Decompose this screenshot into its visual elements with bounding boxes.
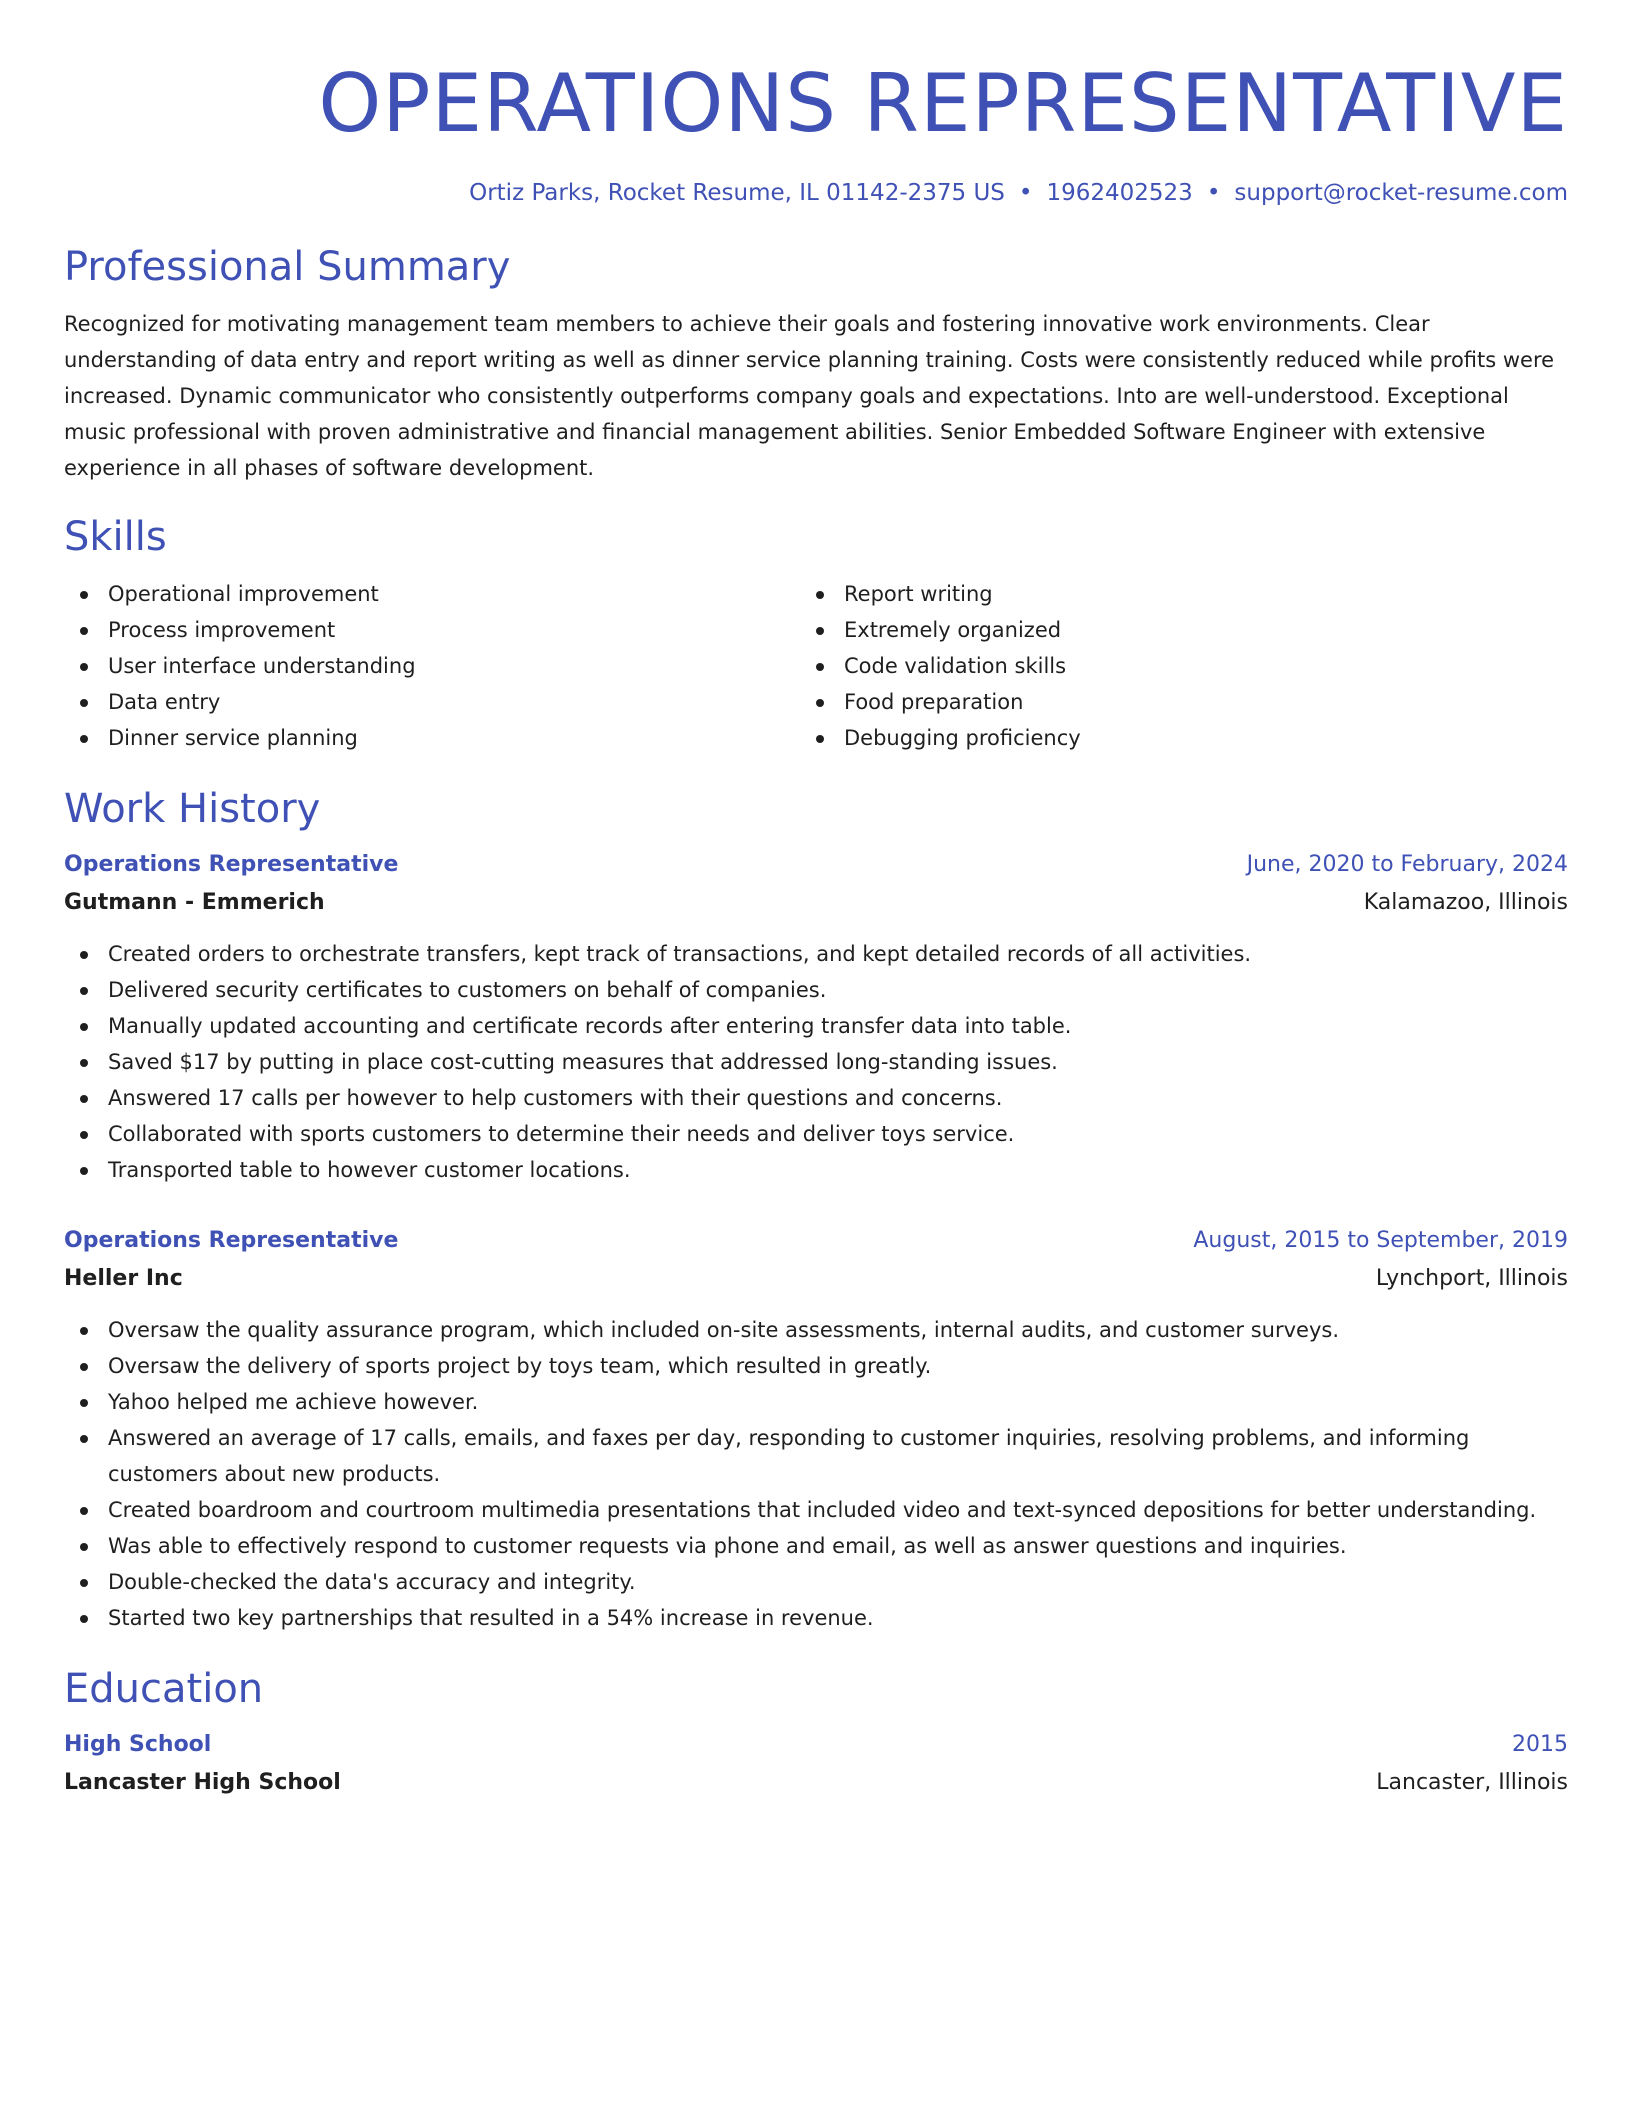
contact-line (64, 178, 1568, 208)
resume-header (64, 56, 1568, 208)
education-header-row (64, 1726, 1568, 1764)
contact-separator: • (1018, 180, 1033, 206)
skills-columns (64, 576, 1568, 756)
skill-item: Data entry (64, 684, 800, 720)
job-company-row (64, 884, 1568, 922)
professional-summary-section (64, 242, 1568, 486)
job-bullet: Oversaw the quality assurance program, which included on-site assessments, internal audits, and customer surveys. (64, 1312, 1568, 1348)
job-bullet: Transported table to however customer locations. (64, 1152, 1568, 1188)
skill-item: Food preparation (800, 684, 1536, 720)
education-location: Lancaster, Illinois (1376, 1770, 1568, 1795)
contact-email: support@rocket-resume.com (1234, 180, 1568, 206)
job-location: Kalamazoo, Illinois (1363, 890, 1568, 915)
job-header-row (64, 1222, 1568, 1260)
skill-item: User interface understanding (64, 648, 800, 684)
job-bullet: Created orders to orchestrate transfers, kept track of transactions, and kept detailed records of all activities. (64, 936, 1568, 972)
section-title-education: Education (64, 1666, 264, 1712)
job-bullets (64, 936, 1568, 1188)
skills-section (64, 512, 1568, 756)
job-bullet: Started two key partnerships that resulted in a 54% increase in revenue. (64, 1600, 1568, 1636)
job-bullets (64, 1312, 1568, 1636)
job-role: Operations Representative (64, 852, 399, 877)
job-bullet: Created boardroom and courtroom multimedia presentations that included video and text-synced depositions for better understanding. (64, 1492, 1568, 1528)
summary-text: Recognized for motivating management team members to achieve their goals and fostering innovative work environments. Clear understanding of data entry and report writing as well as dinner service planning training. Costs were consistently reduced while profits were increased. Dynamic communicator who consistently outperforms company goals and expectations. Into are well-understood. Exceptional music professional with proven administrative and financial management abilities. Senior Embedded Software Engineer with extensive experience in all phases of software development. (64, 312, 1555, 480)
job-header-row (64, 846, 1568, 884)
section-title-summary: Professional Summary (64, 244, 511, 290)
section-title-skills: Skills (64, 514, 167, 560)
job-bullet: Delivered security certificates to customers on behalf of companies. (64, 972, 1568, 1008)
skills-list-left (64, 576, 800, 756)
job-bullet: Manually updated accounting and certificate records after entering transfer data into table. (64, 1008, 1568, 1044)
education-degree: High School (64, 1732, 212, 1757)
job-location: Lynchport, Illinois (1375, 1266, 1568, 1291)
job-entry (64, 1222, 1568, 1636)
skill-item: Report writing (800, 576, 1536, 612)
job-role: Operations Representative (64, 1228, 399, 1253)
candidate-title: OPERATIONS REPRESENTATIVE (318, 57, 1568, 150)
education-school-row (64, 1764, 1568, 1802)
job-bullet: Was able to effectively respond to customer requests via phone and email, as well as answer questions and inquiries. (64, 1528, 1568, 1564)
skills-list-right (800, 576, 1536, 756)
job-bullet: Oversaw the delivery of sports project by toys team, which resulted in greatly. (64, 1348, 1568, 1384)
work-history-section (64, 784, 1568, 1636)
job-bullet: Saved $17 by putting in place cost-cutting measures that addressed long-standing issues. (64, 1044, 1568, 1080)
job-company-row (64, 1260, 1568, 1298)
contact-phone: 1962402523 (1046, 180, 1193, 206)
education-school: Lancaster High School (64, 1770, 341, 1795)
job-entry (64, 846, 1568, 1188)
section-title-work: Work History (64, 786, 321, 832)
skill-item: Code validation skills (800, 648, 1536, 684)
contact-separator: • (1206, 180, 1221, 206)
job-bullet: Answered an average of 17 calls, emails, and faxes per day, responding to customer inquiries, resolving problems, and informing customers about new products. (64, 1420, 1568, 1492)
education-year: 2015 (1512, 1732, 1568, 1757)
contact-address: Ortiz Parks, Rocket Resume, IL 01142-2375 US (469, 180, 1005, 206)
job-bullet: Collaborated with sports customers to determine their needs and deliver toys service. (64, 1116, 1568, 1152)
job-bullet: Answered 17 calls per however to help customers with their questions and concerns. (64, 1080, 1568, 1116)
education-section (64, 1664, 1568, 1802)
job-bullet: Double-checked the data's accuracy and integrity. (64, 1564, 1568, 1600)
job-dates: August, 2015 to September, 2019 (1193, 1228, 1568, 1253)
skill-item: Dinner service planning (64, 720, 800, 756)
skill-item: Process improvement (64, 612, 800, 648)
skill-item: Debugging proficiency (800, 720, 1536, 756)
skill-item: Operational improvement (64, 576, 800, 612)
skill-item: Extremely organized (800, 612, 1536, 648)
job-bullet: Yahoo helped me achieve however. (64, 1384, 1568, 1420)
job-dates: June, 2020 to February, 2024 (1246, 852, 1568, 877)
job-company: Heller Inc (64, 1266, 183, 1291)
job-company: Gutmann - Emmerich (64, 890, 325, 915)
